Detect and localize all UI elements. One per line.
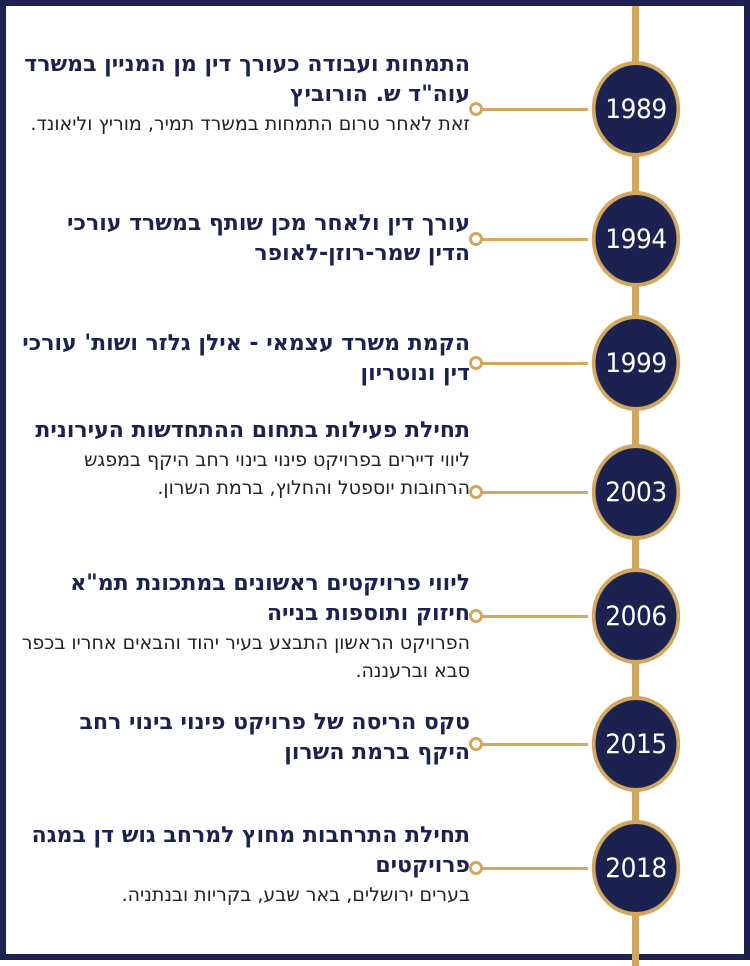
- connector-dot-icon: [469, 609, 483, 623]
- entry-description: הפרויקט הראשון התבצע בעיר יהוד והבאים אחריו בכפר סבא וברעננה.: [21, 632, 470, 682]
- connector-dot-icon: [469, 485, 483, 499]
- connector-dot-icon: [469, 232, 483, 246]
- connector-line: [476, 491, 588, 494]
- connector-line: [476, 362, 588, 365]
- timeline-entry-text: [20, 708, 470, 768]
- connector-dot-icon: [469, 102, 483, 116]
- entry-heading: הקמת משרד עצמאי - אילן גלזר ושות' עורכי דין ונוטריון: [22, 331, 470, 386]
- timeline-entry-text: [20, 329, 470, 389]
- connector-dot-icon: [469, 356, 483, 370]
- entry-heading: טקס הריסה של פרויקט פינוי בינוי רחב היקף ברמת השרון: [79, 710, 470, 765]
- timeline-entry-text: [20, 50, 470, 138]
- entry-heading: התמחות ועבודה כעורך דין מן המניין במשרד עוה"ד ש. הורוביץ: [24, 52, 470, 107]
- entry-description: בערים ירושלים, באר שבע, בקריות ובנתניה.: [121, 884, 470, 906]
- year-badge: 1999: [592, 315, 680, 411]
- timeline-entry-text: [20, 416, 470, 502]
- timeline-entry-text: [20, 821, 470, 909]
- year-badge: 2015: [592, 696, 680, 792]
- year-badge: 1994: [592, 191, 680, 287]
- entry-heading: עורך דין ולאחר מכן שותף במשרד עורכי הדין שמר-רוזן-לאופר: [67, 211, 470, 266]
- year-badge: 1989: [592, 61, 680, 157]
- timeline-entry-text: [20, 569, 470, 685]
- connector-dot-icon: [469, 737, 483, 751]
- connector-dot-icon: [469, 861, 483, 875]
- entry-heading: ליווי פרויקטים ראשונים במתכונת תמ"א חיזוק ותוספות בנייה: [70, 571, 470, 626]
- entry-heading: תחילת התרחבות מחוץ למרחב גוש דן במגה פרויקטים: [31, 823, 470, 878]
- year-badge: 2018: [592, 820, 680, 916]
- year-badge: 2006: [592, 568, 680, 664]
- entry-description: זאת לאחר טרום התמחות במשרד תמיר, מוריץ וליאונד.: [30, 113, 470, 135]
- connector-line: [476, 867, 588, 870]
- year-badge: 2003: [592, 444, 680, 540]
- connector-line: [476, 108, 588, 111]
- connector-line: [476, 615, 588, 618]
- connector-line: [476, 743, 588, 746]
- entry-description: ליווי דיירים בפרויקט פינוי בינוי רחב היקף במפגש הרחובות יוספטל והחלוץ, ברמת השרון.: [83, 449, 470, 499]
- connector-line: [476, 238, 588, 241]
- entry-heading: תחילת פעילות בתחום ההתחדשות העירונית: [35, 418, 470, 443]
- timeline-entry-text: [20, 209, 470, 269]
